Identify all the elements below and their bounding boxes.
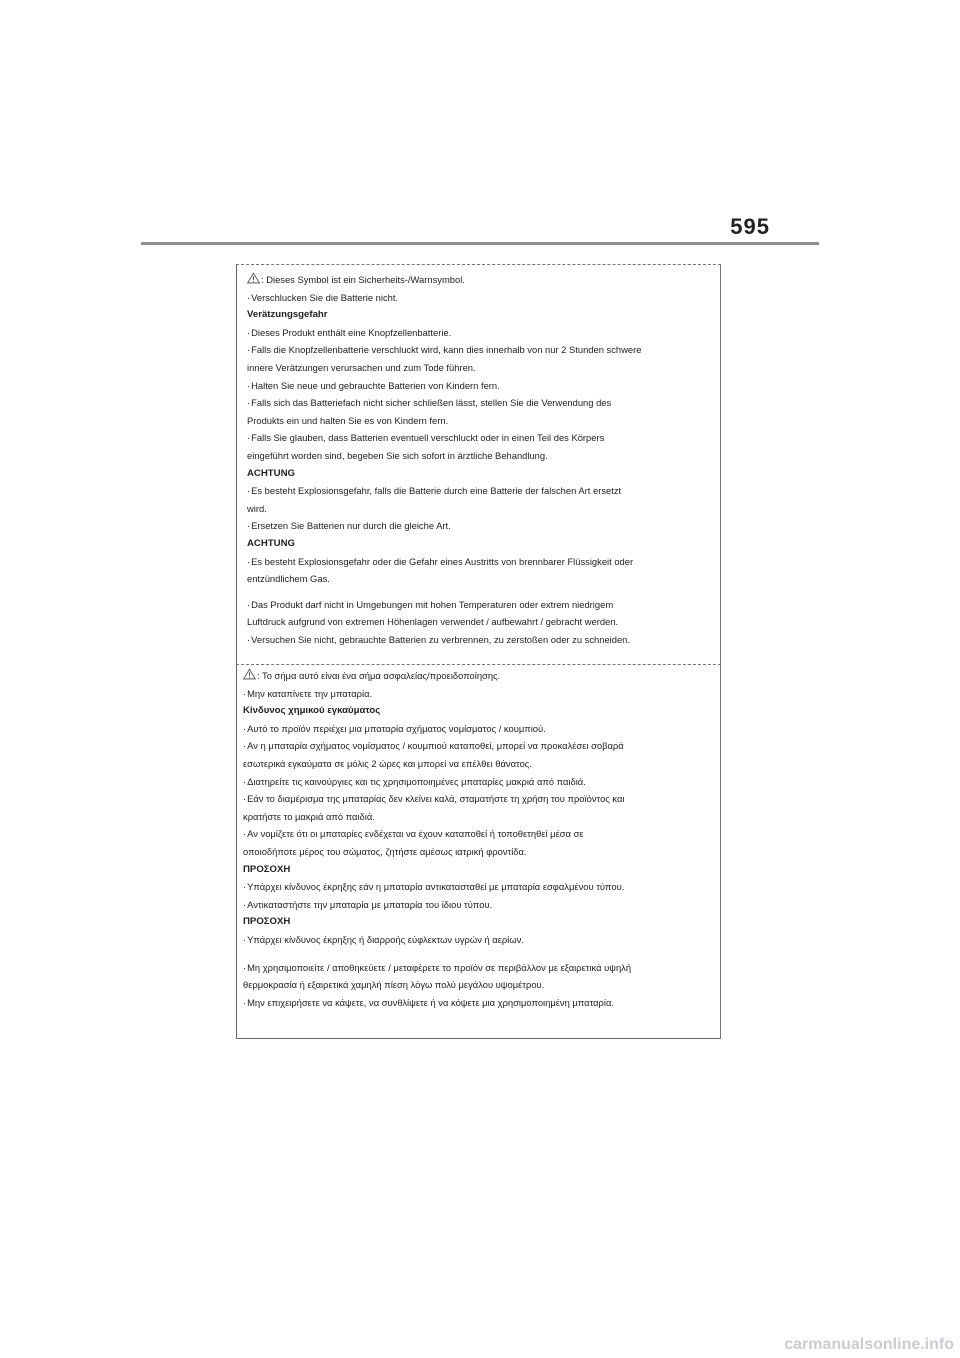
symbol-line-gr (243, 667, 712, 685)
caution-1b: wird. (247, 502, 267, 514)
heading-caution-1: ΠΡΟΣΟΧΗ (243, 863, 291, 875)
warning-triangle-icon (243, 668, 256, 680)
page-number: 595 (730, 214, 770, 239)
header-rule (141, 242, 819, 245)
item-5b: eingeführt worden sind, begeben Sie sich sofort in ärztliche Behandlung. (247, 449, 548, 461)
heading-chemical: Verätzungsgefahr (247, 309, 328, 321)
caution-1c: · Ersetzen Sie Batterien nur durch die gleiche Art. (247, 517, 712, 535)
notice-greek (236, 664, 721, 1039)
warning-triangle-icon (247, 272, 260, 284)
watermark: carmanualsonline.info (784, 1336, 954, 1353)
item-4b: Produkts ein und halten Sie es von Kindern fern. (247, 414, 449, 426)
caution-2e: · Versuchen Sie nicht, gebrauchte Batterien zu verbrennen, zu zerstoßen oder zu schneiden. (247, 631, 712, 649)
item-2b: innere Verätzungen verursachen und zum Tode führen. (247, 361, 476, 373)
heading-caution-2: ΠΡΟΣΟΧΗ (243, 916, 291, 928)
item-4a: · Falls sich das Batteriefach nicht sicher schließen lässt, stellen Sie die Verwendung des (247, 394, 712, 412)
caution-2d: · Μην επιχειρήσετε να κάψετε, να συνθλίψετε ή να κόψετε μια χρησιμοποιημένη μπαταρία. (243, 994, 712, 1012)
item-2a: · Falls die Knopfzellenbatterie verschluckt wird, kann dies innerhalb von nur 2 Stunden schwere (247, 341, 712, 359)
caution-2a: · Es besteht Explosionsgefahr oder die Gefahr eines Austritts von brennbarer Flüssigkeit oder (247, 553, 712, 571)
caution-2b: · Μη χρησιμοποιείτε / αποθηκεύετε / μεταφέρετε το προϊόν σε περιβάλλον με εξαιρετικά υψηλή (243, 959, 712, 977)
notice-german (236, 264, 721, 664)
swallow-line: · Μην καταπίνετε την μπαταρία. (243, 685, 712, 703)
heading-caution-1: ACHTUNG (247, 467, 295, 479)
item-4b: κρατήστε το μακριά από παιδιά. (243, 810, 375, 822)
caution-1a: · Es besteht Explosionsgefahr, falls die Batterie durch eine Batterie der falschen Art ersetzt (247, 482, 712, 500)
heading-caution-2: ACHTUNG (247, 537, 295, 549)
symbol-line-de (247, 271, 712, 289)
caution-2c: · Das Produkt darf nicht in Umgebungen mit hohen Temperaturen oder extrem niedrigem (247, 596, 712, 614)
item-1: · Dieses Produkt enthält eine Knopfzellenbatterie. (247, 324, 712, 342)
item-3: · Διατηρείτε τις καινούργιες και τις χρησιμοποιημένες μπαταρίες μακριά από παιδιά. (243, 773, 712, 791)
symbol-line-text: : Dieses Symbol ist ein Sicherheits-/Warnsymbol. (261, 274, 465, 285)
item-3: · Halten Sie neue und gebrauchte Batterien von Kindern fern. (247, 377, 712, 395)
item-5b: οποιοδήποτε μέρος του σώματος, ζητήστε αμέσως ιατρική φροντίδα. (243, 845, 527, 857)
caution-2c: θερμοκρασία ή εξαιρετικά χαμηλή πίεση λόγω πολύ μεγάλου υψομέτρου. (243, 979, 545, 991)
item-4a: · Εάν το διαμέρισμα της μπαταρίας δεν κλείνει καλά, σταματήστε τη χρήση του προϊόντος και (243, 790, 712, 808)
caution-2b: entzündlichem Gas. (247, 573, 330, 585)
caution-2a: · Υπάρχει κίνδυνος έκρηξης ή διαρροής εύφλεκτων υγρών ή αερίων. (243, 931, 712, 949)
item-5a: · Αν νομίζετε ότι οι μπαταρίες ενδέχεται να έχουν καταποθεί ή τοποθετηθεί μέσα σε (243, 825, 712, 843)
symbol-line-text: : Το σήμα αυτό είναι ένα σήμα ασφαλείας/προειδοποίησης. (257, 670, 501, 681)
item-1: · Αυτό το προϊόν περιέχει μια μπαταρία σχήματος νομίσματος / κουμπιού. (243, 720, 712, 738)
caution-2d: Luftdruck aufgrund von extremen Höhenlagen verwendet / aufbewahrt / gebracht werden. (247, 616, 619, 628)
swallow-line: · Verschlucken Sie die Batterie nicht. (247, 289, 712, 307)
item-5a: · Falls Sie glauben, dass Batterien eventuell verschluckt oder in einen Teil des Körpers (247, 429, 712, 447)
item-2a: · Αν η μπαταρία σχήματος νομίσματος / κουμπιού καταποθεί, μπορεί να προκαλέσει σοβαρά (243, 737, 712, 755)
heading-chemical: Κίνδυνος χημικού εγκαύματος (243, 705, 381, 717)
caution-1a: · Υπάρχει κίνδυνος έκρηξης εάν η μπαταρία αντικατασταθεί με μπαταρία εσφαλμένου τύπου. (243, 878, 712, 896)
item-2b: εσωτερικά εγκαύματα σε μόλις 2 ώρες και μπορεί να επέλθει θάνατος. (243, 757, 532, 769)
caution-1b: · Αντικαταστήστε την μπαταρία με μπαταρία του ίδιου τύπου. (243, 896, 712, 914)
